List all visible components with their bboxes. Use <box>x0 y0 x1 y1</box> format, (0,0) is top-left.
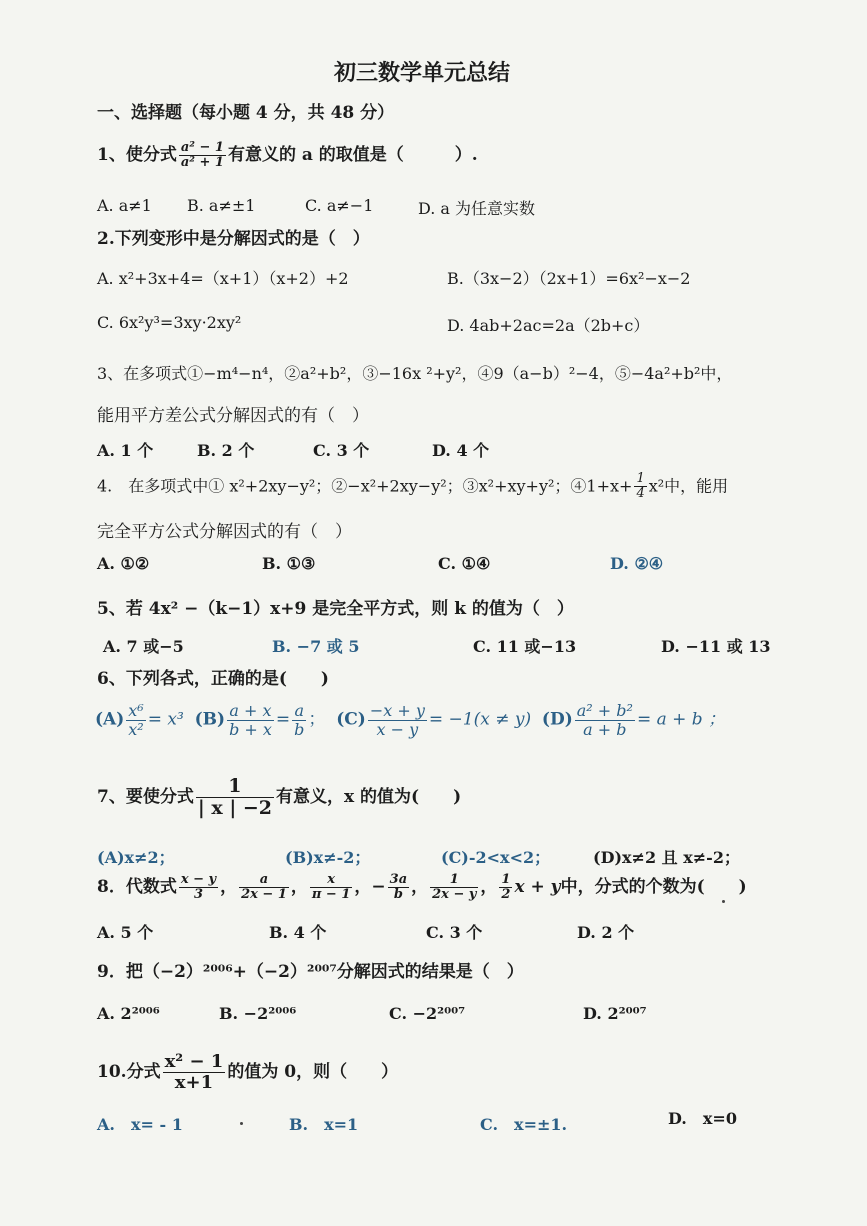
q1-fraction <box>179 141 226 171</box>
q8-f4-num: 3a <box>389 871 408 887</box>
q1-prefix: 1、使分式 <box>97 145 177 165</box>
q8-f3-num: x <box>310 873 353 888</box>
q6-c-num: −x + y <box>369 701 425 720</box>
q6-d-den: a + b <box>583 719 627 739</box>
q10-suffix: 的值为 0，则（ ） <box>227 1061 399 1082</box>
scan-speck <box>722 900 725 903</box>
q8-f5-den: 2x − y <box>432 887 477 902</box>
q6-d-rhs: = a + b ； <box>636 709 726 730</box>
q6-fraction-a <box>126 702 145 738</box>
q6-a-rhs: = x³ <box>147 709 184 730</box>
q7-prefix: 7、要使分式 <box>97 786 194 807</box>
q8-f1-den: 3 <box>193 887 203 902</box>
q8-sep-2: ， <box>290 877 308 897</box>
q6-label-a: (A) <box>95 709 125 730</box>
q3-option-d: D. 4 个 <box>432 441 490 460</box>
q6-label-b: (B) <box>194 709 226 730</box>
q4-option-c: C. ①④ <box>438 554 491 573</box>
question-4-line-2: 完全平方公式分解因式的有（ ） <box>97 522 352 542</box>
page-title: 初三数学单元总结 <box>334 60 511 86</box>
q8-fraction-2 <box>239 873 289 903</box>
q1-option-b: B. a≠±1 <box>187 196 256 215</box>
q8-f2-num: a <box>239 873 289 888</box>
question-9: 9．把（−2）²⁰⁰⁶+（−2）²⁰⁰⁷分解因式的结果是（ ） <box>97 962 524 982</box>
q8-option-a: A. 5 个 <box>97 923 154 942</box>
q10-option-d: D. x=0 <box>668 1109 737 1128</box>
q4-fraction <box>634 472 646 502</box>
q6-b-rden: b <box>294 719 305 739</box>
q8-fraction-6 <box>499 873 512 903</box>
q7-fraction <box>196 776 274 819</box>
q6-fraction-d <box>575 702 635 738</box>
q8-option-d: D. 2 个 <box>577 923 635 942</box>
q4-prefix: 4. 在多项式中① x²+2xy−y²；②−x²+2xy−y²；③x²+xy+y²；④1+x+ <box>97 476 633 496</box>
question-7 <box>97 776 461 819</box>
q8-fraction-5 <box>430 873 478 903</box>
q8-f2-den: 2x − 1 <box>241 887 287 902</box>
q10-option-a: A. x= - 1 <box>97 1115 183 1134</box>
question-10 <box>97 1052 398 1093</box>
q6-label-d: (D) <box>541 709 573 730</box>
q8-f6-num: 1 <box>501 871 511 887</box>
question-1 <box>97 140 478 170</box>
q5-option-a: A. 7 或−5 <box>103 637 184 656</box>
q10-numerator: x² − 1 <box>164 1051 224 1072</box>
q1-numerator: a² − 1 <box>180 139 224 155</box>
q8-option-c: C. 3 个 <box>426 923 483 942</box>
q3-option-c: C. 3 个 <box>313 441 370 460</box>
q6-b-eq: = <box>275 709 291 730</box>
q8-sep-3: ， <box>354 877 372 897</box>
q8-f6-den: 2 <box>501 887 511 902</box>
q4-option-b: B. ①③ <box>262 554 316 573</box>
q2-option-d: D. 4ab+2ac=2a（2b+c） <box>447 316 650 335</box>
q4-denominator: 4 <box>636 486 645 502</box>
q8-f6-tail: x + y <box>514 877 561 897</box>
question-3-line-2: 能用平方差公式分解因式的有（ ） <box>97 406 369 426</box>
q1-suffix: 有意义的 a 的取值是（ ）. <box>227 145 478 165</box>
q8-f4-den: b <box>393 887 403 902</box>
q3-option-a: A. 1 个 <box>97 441 154 460</box>
q10-fraction <box>163 1052 226 1093</box>
q8-f3-den: π − 1 <box>311 887 351 902</box>
q6-b-num: a + x <box>227 702 274 721</box>
question-2: 2.下列变形中是分解因式的是（ ） <box>97 229 370 249</box>
q7-option-c: (C)-2<x<2； <box>441 848 551 867</box>
question-4-line-1 <box>97 472 728 502</box>
q8-fraction-3 <box>310 873 353 903</box>
q5-option-c: C. 11 或−13 <box>473 637 577 656</box>
q7-denominator: | x | −2 <box>197 796 272 819</box>
q4-option-d: D. ②④ <box>610 554 664 573</box>
q6-b-tail: ； <box>308 709 326 730</box>
q7-option-b: (B)x≠-2； <box>285 848 371 867</box>
q2-option-a: A. x²+3x+4=（x+1）（x+2）+2 <box>97 269 349 288</box>
q8-f5-num: 1 <box>430 873 478 888</box>
q7-numerator: 1 <box>196 776 274 798</box>
q5-option-b: B. −7 或 5 <box>272 637 360 656</box>
question-6: 6、下列各式，正确的是( ) <box>97 669 329 689</box>
q10-option-b: B. x=1 <box>289 1115 359 1134</box>
q6-options <box>95 702 725 738</box>
q6-a-den: x² <box>128 719 144 739</box>
q9-option-a: A. 2²⁰⁰⁶ <box>97 1004 160 1023</box>
q8-fraction-1 <box>179 873 218 903</box>
q9-option-c: C. −2²⁰⁰⁷ <box>389 1004 466 1023</box>
question-8 <box>97 872 747 902</box>
q6-b-den: b + x <box>229 719 272 739</box>
q9-option-d: D. 2²⁰⁰⁷ <box>583 1004 647 1023</box>
q2-option-b: B.（3x−2）（2x+1）=6x²−x−2 <box>447 269 691 288</box>
scan-speck <box>240 1122 243 1125</box>
q7-option-d: (D)x≠2 且 x≠-2； <box>593 848 740 867</box>
q1-option-a: A. a≠1 <box>97 196 152 215</box>
q10-option-c: C. x=±1. <box>480 1115 568 1134</box>
q8-fraction-4 <box>388 873 409 903</box>
q8-sep-5: ， <box>480 877 498 897</box>
q4-option-a: A. ①② <box>97 554 150 573</box>
q2-option-c: C. 6x²y³=3xy·2xy² <box>97 313 242 332</box>
q9-option-b: B. −2²⁰⁰⁶ <box>219 1004 297 1023</box>
q6-fraction-c <box>368 702 427 738</box>
q1-option-d: D. a 为任意实数 <box>418 199 536 218</box>
q1-denominator: a² + 1 <box>180 155 224 170</box>
q7-suffix: 有意义，x 的值为( ) <box>275 786 462 807</box>
q10-denominator: x+1 <box>174 1071 214 1093</box>
q6-fraction-b-rhs <box>292 702 306 738</box>
section-heading: 一、选择题（每小题 4 分，共 48 分） <box>97 103 395 123</box>
q6-c-rhs: = −1(x ≠ y) <box>428 709 532 730</box>
q3-option-b: B. 2 个 <box>197 441 255 460</box>
q4-numerator: 1 <box>636 471 645 486</box>
question-3-line-1: 3、在多项式①−m⁴−n⁴，②a²+b²，③−16x ²+y²，④9（a−b）²−4，⑤−4a²+b²中， <box>97 364 733 383</box>
q6-a-num: x⁶ <box>128 701 144 720</box>
q10-prefix: 10.分式 <box>97 1061 161 1082</box>
q5-option-d: D. −11 或 13 <box>661 637 771 656</box>
q7-option-a: (A)x≠2； <box>97 848 175 867</box>
q4-suffix: x²中，能用 <box>648 476 729 496</box>
q6-label-c: (C) <box>336 709 366 730</box>
q8-option-b: B. 4 个 <box>269 923 327 942</box>
q8-f4-sign: − <box>371 877 386 897</box>
q8-prefix: 8．代数式 <box>97 877 177 897</box>
q1-option-c: C. a≠−1 <box>305 196 374 215</box>
q8-suffix: 中，分式的个数为( ) <box>560 877 747 897</box>
q6-c-den: x − y <box>376 719 419 739</box>
q8-sep-4: ， <box>411 877 429 897</box>
q6-b-rnum: a <box>292 702 306 721</box>
q6-fraction-b <box>227 702 274 738</box>
q8-f1-num: x − y <box>180 871 217 887</box>
question-5: 5、若 4x² −（k−1）x+9 是完全平方式，则 k 的值为（ ） <box>97 599 574 619</box>
q8-sep-1: ， <box>220 877 238 897</box>
q6-d-num: a² + b² <box>576 701 633 720</box>
